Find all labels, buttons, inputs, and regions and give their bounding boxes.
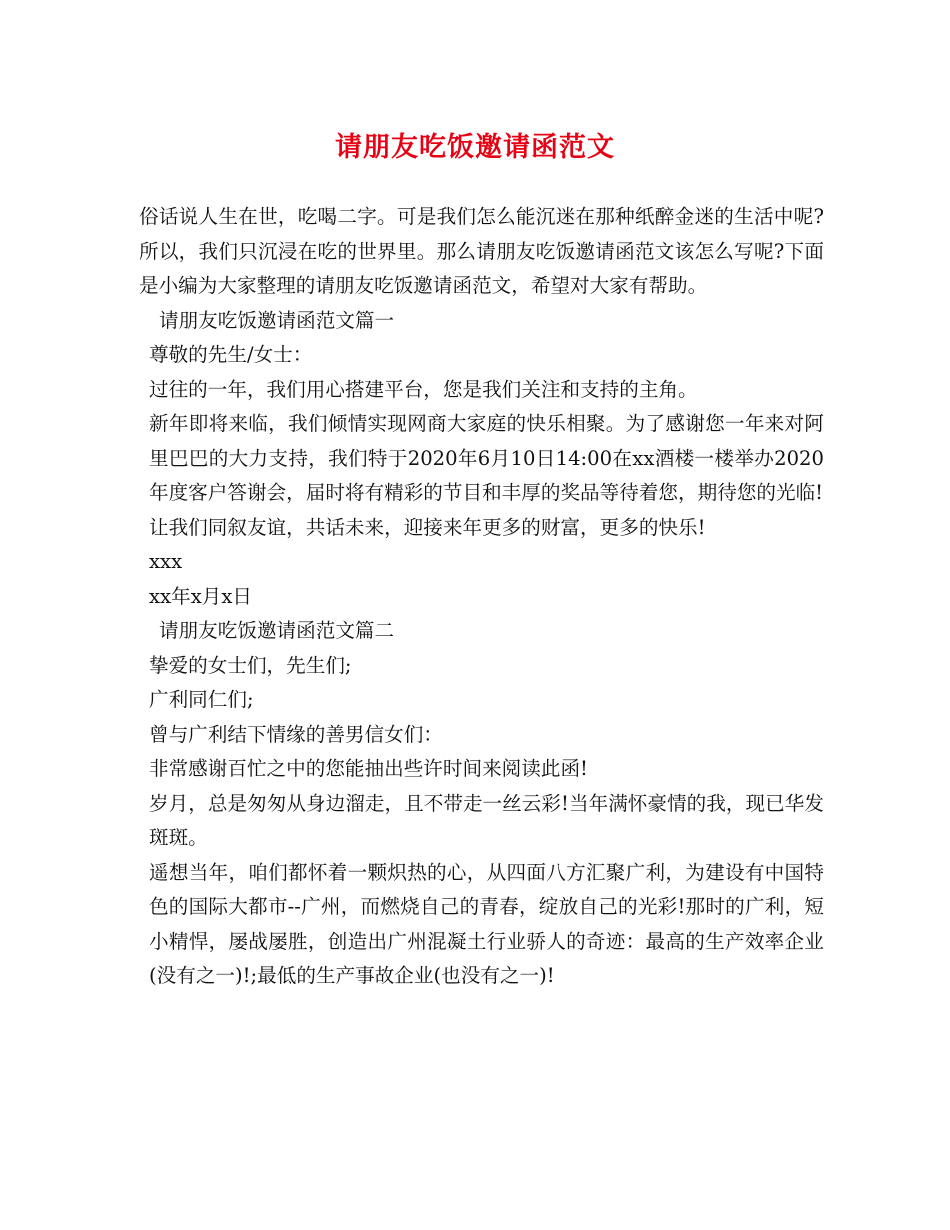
document-title: 请朋友吃饭邀请函范文 xyxy=(335,132,615,163)
section-heading-2: 请朋友吃饭邀请函范文篇二 xyxy=(159,619,395,642)
body-paragraph: 新年即将来临，我们倾情实现网商大家庭的快乐相聚。为了感谢您一年来对阿里巴巴的大力支持，我们特于2020年6月10日14:00在xx酒楼一楼举办2020年度客户答谢会，届时将有精彩的节目和丰厚的奖品等待着您，期待您的光临! xyxy=(149,412,824,504)
body-paragraph: 遥想当年，咱们都怀着一颗炽热的心，从四面八方汇聚广利，为建设有中国特色的国际大都市--广州，而燃烧自己的青春，绽放自己的光彩!那时的广利，短小精悍，屡战屡胜，创造出广州混凝土行业骄人的奇迹：最高的生产效率企业(没有之一)!;最低的生产事故企业(也没有之一)! xyxy=(149,860,824,987)
salutation-1: 尊敬的先生/女士： xyxy=(149,343,313,366)
section-heading-1: 请朋友吃饭邀请函范文篇一 xyxy=(159,308,395,332)
salutation-4: 曾与广利结下情缘的善男信女们： xyxy=(149,722,443,746)
body-paragraph: 非常感谢百忙之中的您能抽出些许时间来阅读此函! xyxy=(149,757,588,780)
intro-paragraph: 俗话说人生在世，吃喝二字。可是我们怎么能沉迷在那种纸醉金迷的生活中呢?所以，我们只沉浸在吃的世界里。那么请朋友吃饭邀请函范文该怎么写呢?下面是小编为大家整理的请朋友吃饭邀请函范文，希望对大家有帮助。 xyxy=(139,205,824,297)
signature-name: xxx xyxy=(149,550,183,573)
body-paragraph: 过往的一年，我们用心搭建平台，您是我们关注和支持的主角。 xyxy=(149,377,698,401)
body-paragraph: 岁月，总是匆匆从身边溜走，且不带走一丝云彩!当年满怀豪情的我，现已华发斑斑。 xyxy=(149,791,824,849)
body-paragraph: 让我们同叙友谊，共话未来，迎接来年更多的财富，更多的快乐! xyxy=(149,515,706,539)
signature-date: xx年x月x日 xyxy=(149,584,252,608)
salutation-3: 广利同仁们; xyxy=(149,688,254,711)
document-body xyxy=(139,200,824,994)
salutation-2: 挚爱的女士们，先生们; xyxy=(149,653,352,677)
